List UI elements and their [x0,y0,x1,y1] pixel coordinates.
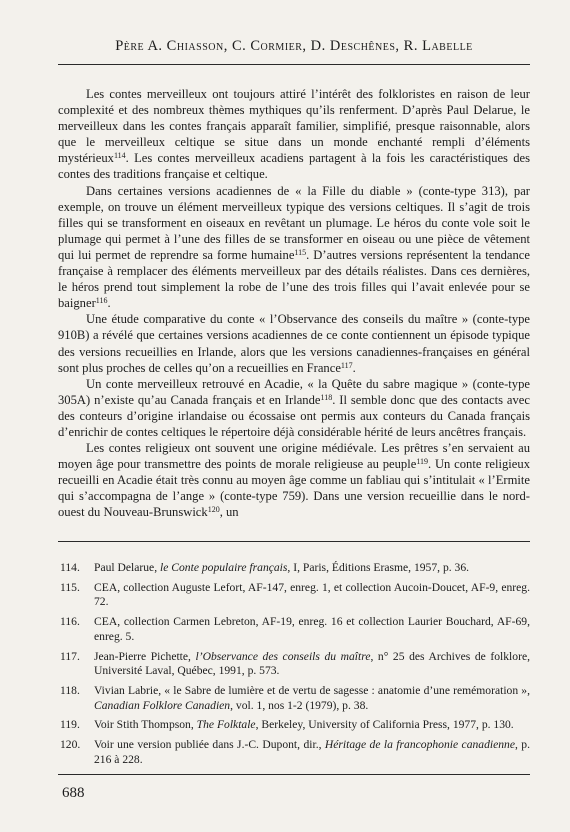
body-paragraph [58,440,530,520]
footnote [58,581,530,610]
body-paragraph [58,183,530,312]
italic-title: Héritage de la francophonie canadienne [324,738,515,752]
footnote-number: 118. [60,683,80,697]
footnote-reference: 114 [113,151,126,161]
footnote [58,650,530,679]
footnote-reference: 116 [95,296,108,306]
footnote-segment: , vol. 1, nos 1-2 (1979), p. 38. [230,698,369,712]
footnote-segment: Jean-Pierre Pichette, [94,649,196,663]
footnote-segment: , p. 216 à 228. [94,738,531,766]
footnote [58,738,530,767]
footnote-segment: Voir Stith Thompson, [94,718,197,732]
footnote-number: 117. [60,649,80,663]
body-paragraph [58,311,530,375]
italic-title: Canadian Folklore Canadien [94,698,231,712]
footnote-text [94,738,530,767]
italic-title: The Folktale [196,718,256,732]
footnote-reference: 118 [320,392,333,402]
footnote-segment: CEA, collection Carmen Lebreton, AF-19, enreg. 16 et collection Laurier Bouchard, AF-69, enreg. 5. [94,615,530,643]
main-text [58,86,530,521]
footnote-number: 115. [60,580,80,594]
footnote-number: 116. [60,615,80,629]
footnote-text [94,581,530,610]
paragraph-text: . D’autres versions représentent la tendance française à remplacer des éléments merveilleux par des détails réalistes. Dans ces dernières, le héros prend tout simplement la robe de l’une des trois filles qui l’avait enlevée pour se baigner [58,247,530,311]
footnote-text [94,615,530,644]
paragraph-text: Les contes merveilleux ont toujours attiré l’intérêt des folkloristes en raison de leur complexité et des nombreux thèmes mythiques qu’ils renferment. D’après Paul Delarue, le merveilleux dans les contes français apparaît familier, simplifié, presque raisonnable, alors que le merveilleux celtique se situe dans un monde enchanté rempli d’éléments mystérieux [58,87,530,166]
body-paragraph [58,86,530,183]
footnote [58,615,530,644]
paragraph-text: , un [219,505,239,520]
footnote-reference: 119 [416,457,429,467]
italic-title: l’Observance des conseils du maître [195,649,371,663]
paragraph-text: Les contes religieux ont souvent une origine médiévale. Les prêtres s’en servaient au moyen âge pour transmettre des points de morale religieuse au peuple [58,441,530,472]
footnotes [58,561,530,772]
footer-rule [58,774,530,775]
paragraph-text: Une étude comparative du conte « l’Observance des conseils du maître » (conte-type 910B) a révélé que certaines versions acadiennes de ce conte contiennent un épisode typique des versions recueillies en Irlande, alors que les versions canadiennes-françaises en général sont plus proches de celles qu’on a recueillies en France [58,312,530,375]
footnote-text [94,561,530,576]
footnote-reference: 115 [294,247,307,257]
footnote [58,684,530,713]
header-rule [58,64,530,65]
paragraph-text: Un conte merveilleux retrouvé en Acadie, « la Quête du sabre magique » (conte-type 305A) n’existe qu’au Canada français et en Irlande [58,376,530,407]
footnote-segment: , n° 25 des Archives de folklore, Université Laval, Québec, 1991, p. 573. [94,649,530,678]
footnote-number: 120. [60,738,81,752]
footnote-number: 114. [60,561,80,574]
footnote-separator [58,541,530,542]
paragraph-text: Dans certaines versions acadiennes de « la Fille du diable » (conte-type 313), par exemple, on trouve un élément merveilleux typique des versions celtiques. Il s’agit de trois filles qui se transforment en oiseaux en revêtant un plumage. Le héros du conte vole soit le plumage qui permet à l’une des filles de se transformer en oiseau ou une pièce de vêtement qui lui permet de reprendre sa forme humaine [58,183,530,262]
footnote-segment: Vivian Labrie, « le Sabre de lumière et de vertu de sagesse : anatomie d’une remémoration », [94,683,530,697]
footnote-text [94,684,530,713]
body-paragraph [58,376,530,440]
paragraph-text: . Un conte religieux recueilli en Acadie était très connu au moyen âge comme un fabliau qui s’intitulait « l’Ermite qui s’accompagna de l’ange » (conte-type 759). Dans une version recueillie dans le nord-ouest du Nouveau-Brunswick [58,457,530,520]
paragraph-text: . [107,296,111,311]
footnote-segment: , Berkeley, University of California Press, 1977, p. 130. [255,718,514,732]
paragraph-text: . Les contes merveilleux acadiens partagent à la fois les caractéristiques des contes des traditions française et celtique. [58,151,530,182]
footnote-segment: , I, Paris, Éditions Erasme, 1957, p. 36. [287,561,470,574]
footnote [58,561,530,576]
footnote-text [94,718,530,733]
footnote-reference: 120 [207,505,220,515]
running-header: Père A. Chiasson, C. Cormier, D. Deschênes, R. Labelle [115,38,473,54]
footnote-reference: 117 [340,360,353,370]
paragraph-text: . Il semble donc que des contacts avec des conteurs d’origine irlandaise ou écossaise ont permis aux conteurs du Canada français d’enrichir de contes celtiques le répertoire déjà considérable hérité de leurs ancêtres français. [58,392,530,439]
footnote-text [94,650,530,679]
paragraph-text: . [352,360,356,375]
footnote-number: 119. [60,718,80,732]
footnote-segment: Paul Delarue, [94,561,160,574]
page-number: 688 [62,785,85,801]
footnote-segment: Voir une version publiée dans J.-C. Dupont, dir., [94,738,325,752]
footnote-segment: CEA, collection Auguste Lefort, AF-147, enreg. 1, et collection Aucoin-Doucet, AF-9, enreg. 72. [94,580,530,609]
italic-title: le Conte populaire français [160,561,288,574]
footnote [58,718,530,733]
